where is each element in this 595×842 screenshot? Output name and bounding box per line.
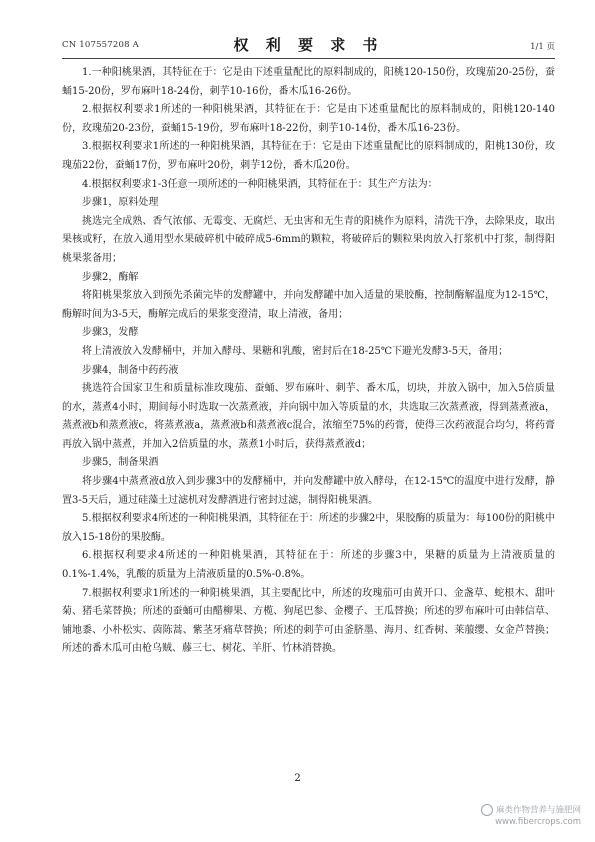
step-3-text: 将上清液放入发酵桶中，并加入酵母、果糖和乳酸，密封后在18-25℃下避光发酵3-5天，备用；	[82, 345, 509, 357]
watermark-url: www.fibercrops.com	[495, 816, 581, 827]
publication-number: CN 107557208 A	[62, 40, 139, 50]
claim-5: 5.根据权利要求4所述的一种阳桃果酒，其特征在于：所述的步骤2中，果胶酶的质量为：每100份的阳桃中放入15-18份的果胶酶。	[62, 513, 555, 543]
claim-3: 3.根据权利要求1所述的一种阳桃果酒，其特征在于：它是由下述重量配比的原料制成的，阳桃130份，玫瑰茄22份，蚕蛹17份，罗布麻叶20份，刺芋12份，番木瓜20份。	[62, 141, 555, 171]
claim-1: 1.一种阳桃果酒，其特征在于：它是由下述重量配比的原料制成的，阳桃120-150份，玫瑰茄20-25份，蚕蛹15-20份，罗布麻叶18-24份，刺芋10-16份，番木瓜16-26份。	[62, 67, 555, 97]
step-4-heading: 步骤4，制备中药药液	[82, 364, 179, 376]
page-header	[62, 34, 555, 54]
step-2-text: 将阳桃果浆放入到预先杀菌完毕的发酵罐中，并向发酵罐中加入适量的果胶酶，控制酶解温度为12-15℃，酶解时间为3-5天，酶解完成后的果浆变澄清，取上清液，备用；	[62, 290, 555, 320]
watermark	[481, 804, 581, 828]
step-4-text: 挑选符合国家卫生和质量标准玫瑰茄、蚕蛹、罗布麻叶、刺芋、番木瓜，切块，并放入锅中，加入5倍质量的水，蒸煮4小时，期间每小时选取一次蒸煮液，并向锅中加入等质量的水，共选取三次蒸煮液，得到蒸煮液a，蒸煮液b和蒸煮液c，将蒸煮液a，蒸煮液b和蒸煮液c混合，浓缩至75%的药膏，使得三次药液混合均匀，将药膏再放入锅中蒸煮，并加入2倍质量的水，蒸煮1小时后，获得蒸煮液d；	[62, 383, 555, 450]
step-1-heading: 步骤1，原料处理	[82, 197, 159, 209]
document-title: 权 利 要 求 书	[233, 36, 384, 54]
step-5-heading: 步骤5，制备果酒	[82, 457, 159, 469]
claim-6: 6.根据权利要求4所述的一种阳桃果酒，其特征在于：所述的步骤3中，果糖的质量为上清液质量的0.1%-1.4%，乳酸的质量为上清液质量的0.5%-0.8%。	[62, 550, 555, 581]
page-number: 2	[294, 773, 301, 784]
claim-2: 2.根据权利要求1所述的一种阳桃果酒，其特征在于：它是由下述重量配比的原料制成的，阳桃120-140份，玫瑰茄20-23份，蚕蛹15-19份，罗布麻叶18-22份，刺芋10-14份，番木瓜16-23份。	[62, 104, 555, 134]
claims-body	[62, 64, 555, 659]
step-1-text: 挑选完全成熟、香气浓郁、无霉变、无腐烂、无虫害和无生青的阳桃作为原料，清洗干净，去除果皮，取出果核或籽，在放入通用型水果破碎机中破碎成5-6mm的颗粒，将破碎后的颗粒果肉放入打浆机中打浆，制得阳桃果浆备用；	[62, 215, 555, 264]
step-5-text: 将步骤4中蒸煮液d放入到步骤3中的发酵桶中，并向发酵罐中放入酵母，在12-15℃的温度中进行发酵，静置3-5天后，通过硅藻土过滤机对发酵酒进行密封过滤，制得阳桃果酒。	[62, 476, 555, 506]
claim-7: 7.根据权利要求1所述的一种阳桃果酒，其主要配比中，所述的玫瑰茄可由黄开口、金盏草、蛇根木、甜叶菊、猪毛菜替换；所述的蚕蛹可由醋柳果、方榄、狗尾巴参、金樱子、王瓜替换；所述的罗布麻叶可由韩信草、铺地黍、小朴松实、茵陈蒿、紫茎牙痛草替换；所述的刺芋可由釜脐墨、海月、红香树、莱菔缨、女金芦替换；所述的番木瓜可由枪乌贼、藤三七、树花、羊肝、竹林消替换。	[62, 587, 555, 655]
watermark-logo-icon	[481, 804, 493, 816]
page-info: 1/1 页	[530, 42, 555, 52]
header-divider	[62, 58, 555, 59]
watermark-title: 麻类作物营养与施肥网	[495, 805, 581, 816]
step-3-heading: 步骤3，发酵	[82, 327, 139, 339]
claim-4: 4.根据权利要求1-3任意一项所述的一种阳桃果酒，其特征在于：其生产方法为：	[82, 178, 438, 190]
step-2-heading: 步骤2，酶解	[82, 271, 139, 283]
